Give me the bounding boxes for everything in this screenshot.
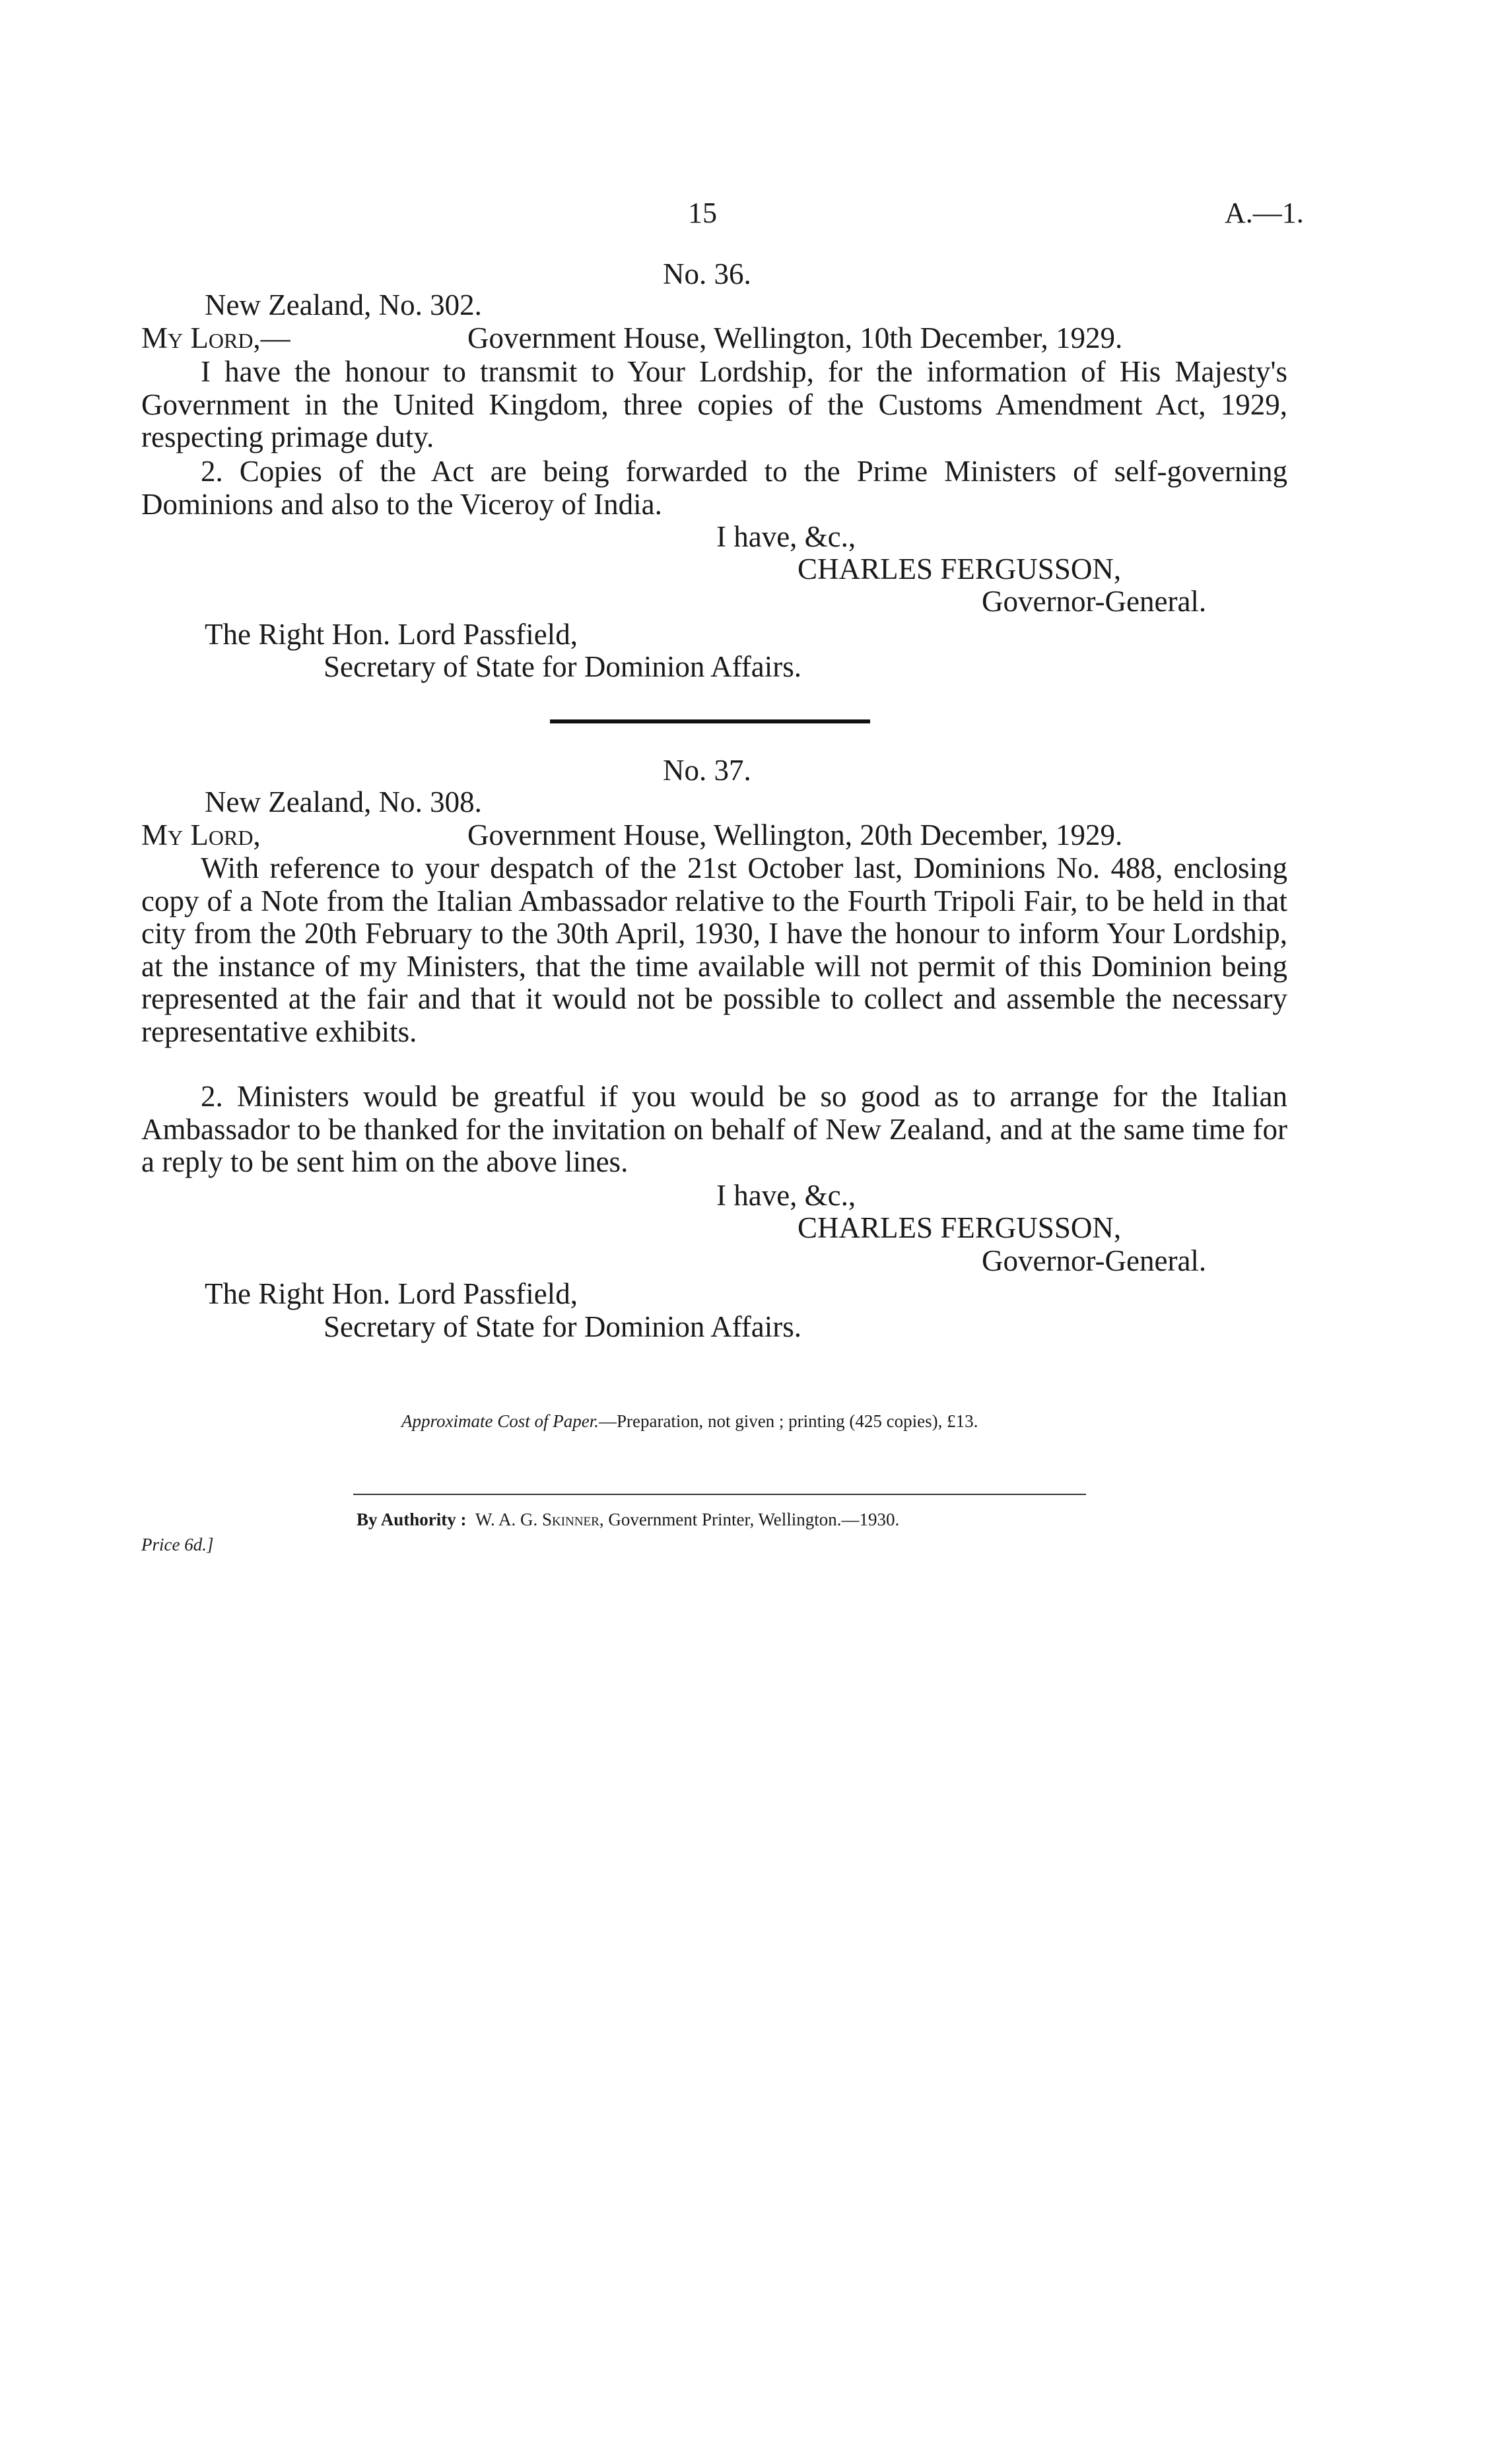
closing: I have, &c.,: [716, 520, 856, 553]
addressee-name: The Right Hon. Lord Passfield,: [205, 1277, 578, 1310]
cost-text: —Preparation, not given ; printing (425 copies), £13.: [598, 1411, 978, 1431]
place-date: Government House, Wellington, 20th December, 1929.: [467, 818, 1123, 851]
addressee-name: The Right Hon. Lord Passfield,: [205, 618, 578, 651]
printer-surname: Skinner: [542, 1510, 599, 1529]
despatch-reference: New Zealand, No. 308.: [205, 785, 482, 818]
section-divider: [550, 719, 870, 723]
salutation-suffix: ,: [253, 818, 261, 851]
printer-initials: W. A. G.: [475, 1510, 538, 1529]
signatory: CHARLES FERGUSSON,: [798, 552, 1122, 585]
signatory-title: Governor-General.: [982, 585, 1207, 618]
signatory-title: Governor-General.: [982, 1244, 1207, 1277]
signatory: CHARLES FERGUSSON,: [798, 1211, 1122, 1244]
despatch-reference: New Zealand, No. 302.: [205, 288, 482, 321]
salutation: [141, 321, 290, 354]
salutation-prefix: My Lord: [141, 321, 254, 354]
closing: I have, &c.,: [716, 1179, 856, 1212]
place-date: Government House, Wellington, 10th December, 1929.: [467, 321, 1123, 354]
cost-label: Approximate Cost of Paper.: [401, 1411, 599, 1431]
salutation-prefix: My Lord: [141, 818, 254, 851]
authority-line: [357, 1509, 899, 1530]
authority-label: By Authority :: [357, 1510, 467, 1529]
printer-details: , Government Printer, Wellington.—1930.: [599, 1510, 900, 1529]
salutation-suffix: ,—: [253, 321, 290, 354]
despatch-number: No. 37.: [663, 754, 751, 787]
document-code: A.—1.: [1225, 197, 1304, 229]
cost-of-paper: [401, 1411, 978, 1432]
page-number: 15: [688, 197, 717, 229]
body-paragraph: 2. Ministers would be greatful if you would be so good as to arrange for the Italian Ambassador to be thanked for the invitation on behalf of New Zealand, and at the same time for a reply to be sent him on the above lines.: [141, 1080, 1287, 1178]
body-paragraph: I have the honour to transmit to Your Lordship, for the information of His Majesty's Government in the United Kingdom, three copies of the Customs Amendment Act, 1929, respecting primage duty.: [141, 355, 1287, 453]
price: Price 6d.]: [141, 1535, 214, 1554]
despatch-number: No. 36.: [663, 257, 751, 290]
body-paragraph: With reference to your despatch of the 21st October last, Dominions No. 488, enclosing copy of a Note from the Italian Ambassador relative to the Fourth Tripoli Fair, to be held in that city from the 20th February to the 30th April, 1930, I have the honour to inform Your Lordship, at the instance of my Ministers, that the time available will not permit of this Dominion being represented at the fair and that it would not be possible to collect and assemble the necessary representative exhibits.: [141, 851, 1287, 1048]
footer-divider: [353, 1494, 1086, 1495]
addressee-office: Secretary of State for Dominion Affairs.: [323, 650, 801, 683]
body-paragraph: 2. Copies of the Act are being forwarded to the Prime Ministers of self-governing Dominions and also to the Viceroy of India.: [141, 455, 1287, 521]
salutation: [141, 818, 261, 851]
addressee-office: Secretary of State for Dominion Affairs.: [323, 1310, 801, 1343]
